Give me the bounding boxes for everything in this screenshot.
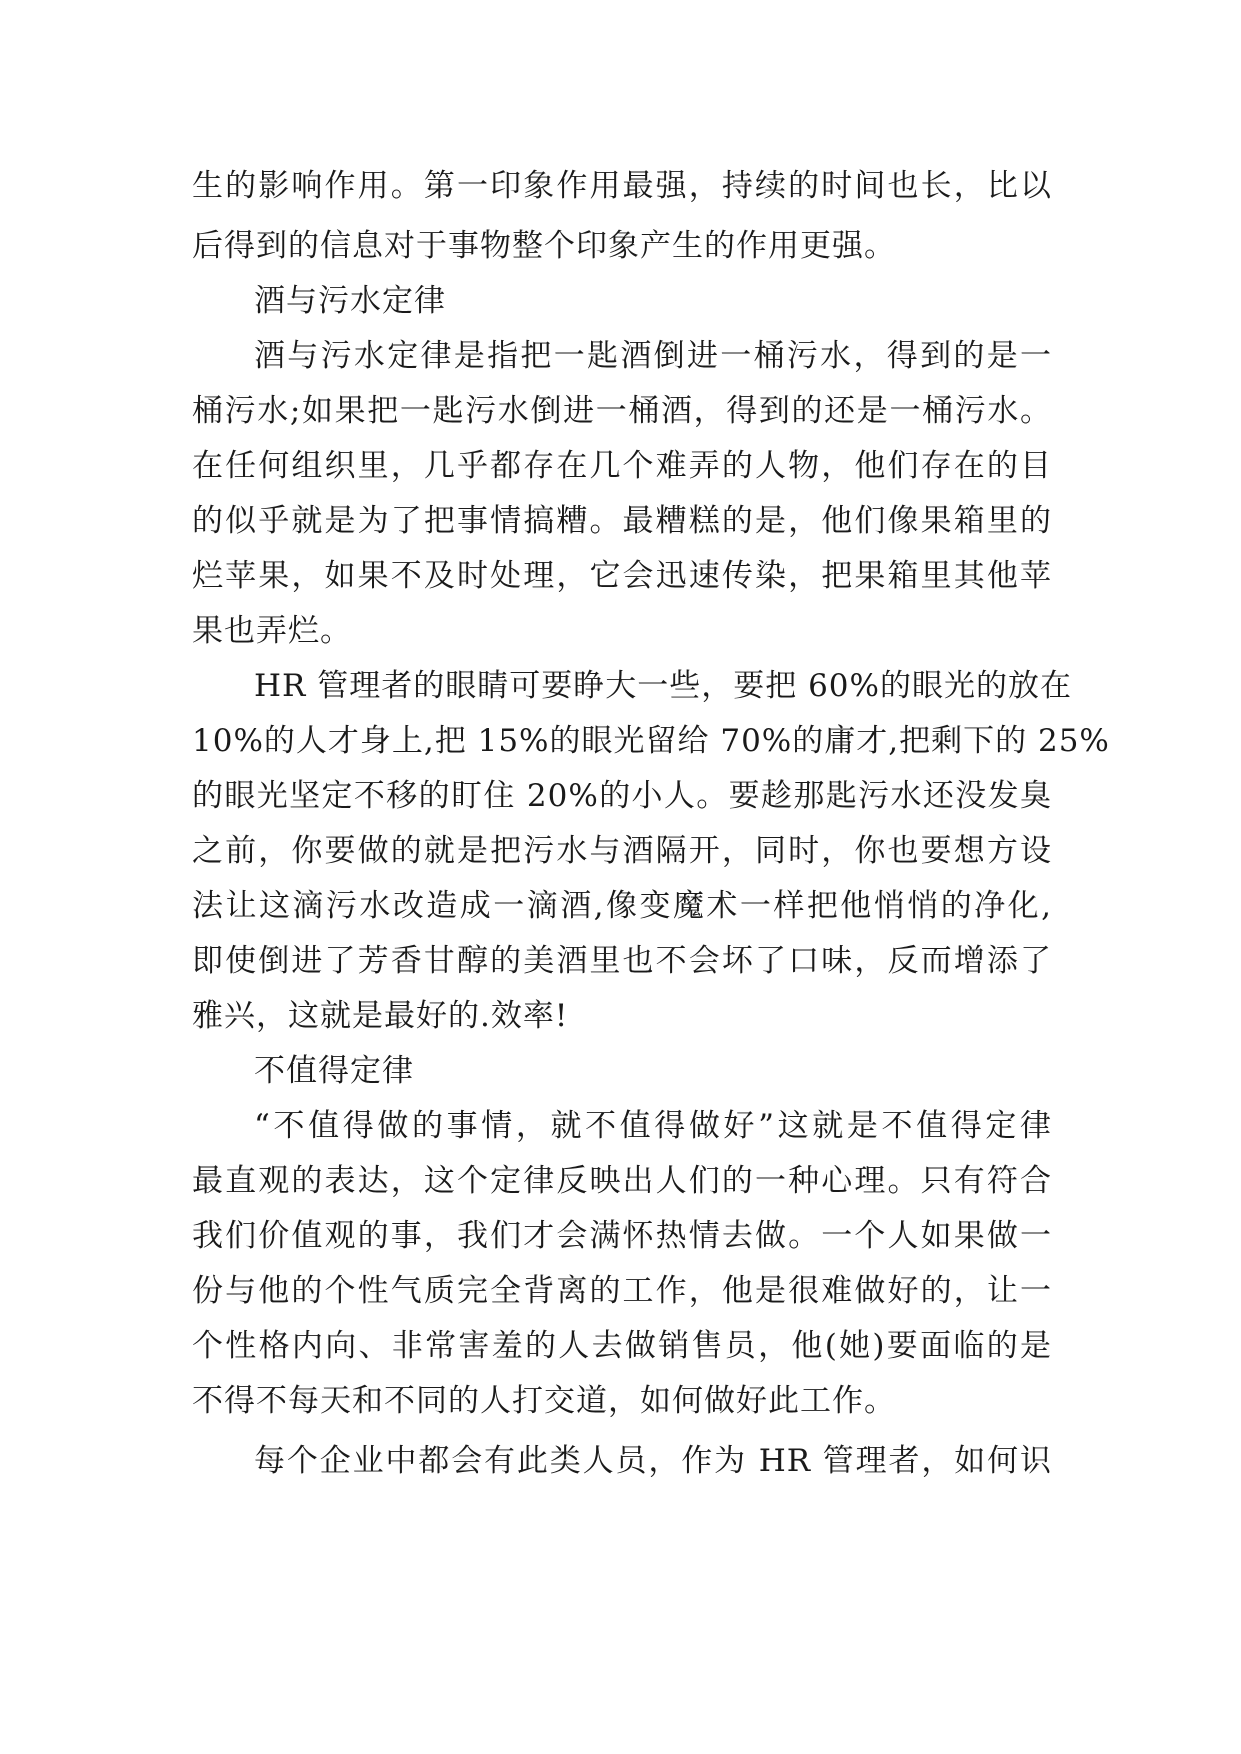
text-line: 酒与污水定律是指把一匙酒倒进一桶污水，得到的是一 bbox=[254, 338, 1052, 374]
text-line: 的似乎就是为了把事情搞糟。最糟糕的是，他们像果箱里的 bbox=[192, 503, 1052, 539]
section-heading: 不值得定律 bbox=[254, 1053, 414, 1089]
text-line: 我们价值观的事，我们才会满怀热情去做。一个人如果做一 bbox=[192, 1218, 1052, 1254]
text-line: 桶污水;如果把一匙污水倒进一桶酒，得到的还是一桶污水。 bbox=[192, 393, 1052, 429]
text-line: 10%的人才身上,把 15%的眼光留给 70%的庸才,把剩下的 25% bbox=[192, 723, 1110, 759]
text-line: 不得不每天和不同的人打交道，如何做好此工作。 bbox=[192, 1383, 896, 1419]
text-line: 在任何组织里，几乎都存在几个难弄的人物，他们存在的目 bbox=[192, 448, 1052, 484]
text-line: 烂苹果，如果不及时处理，它会迅速传染，把果箱里其他苹 bbox=[192, 558, 1052, 594]
text-line: 后得到的信息对于事物整个印象产生的作用更强。 bbox=[192, 228, 896, 264]
text-line: 雅兴，这就是最好的.效率! bbox=[192, 998, 569, 1034]
text-line: 果也弄烂。 bbox=[192, 613, 352, 649]
text-line: 最直观的表达，这个定律反映出人们的一种心理。只有符合 bbox=[192, 1163, 1052, 1199]
text-line: 生的影响作用。第一印象作用最强，持续的时间也长，比以 bbox=[192, 168, 1052, 204]
text-line: 之前，你要做的就是把污水与酒隔开，同时，你也要想方设 bbox=[192, 833, 1052, 869]
text-line: 的眼光坚定不移的盯住 20%的小人。要趁那匙污水还没发臭 bbox=[192, 778, 1052, 814]
text-line: “不值得做的事情，就不值得做好”这就是不值得定律 bbox=[254, 1108, 1052, 1144]
text-line: HR 管理者的眼睛可要睁大一些，要把 60%的眼光的放在 bbox=[254, 668, 1072, 704]
section-heading: 酒与污水定律 bbox=[254, 283, 446, 319]
text-line: 法让这滴污水改造成一滴酒,像变魔术一样把他悄悄的净化, bbox=[192, 888, 1052, 924]
text-line: 个性格内向、非常害羞的人去做销售员，他(她)要面临的是 bbox=[192, 1328, 1052, 1364]
text-line: 每个企业中都会有此类人员，作为 HR 管理者，如何识 bbox=[254, 1443, 1052, 1479]
text-line: 即使倒进了芳香甘醇的美酒里也不会坏了口味，反而增添了 bbox=[192, 943, 1052, 979]
text-line: 份与他的个性气质完全背离的工作，他是很难做好的，让一 bbox=[192, 1273, 1052, 1309]
